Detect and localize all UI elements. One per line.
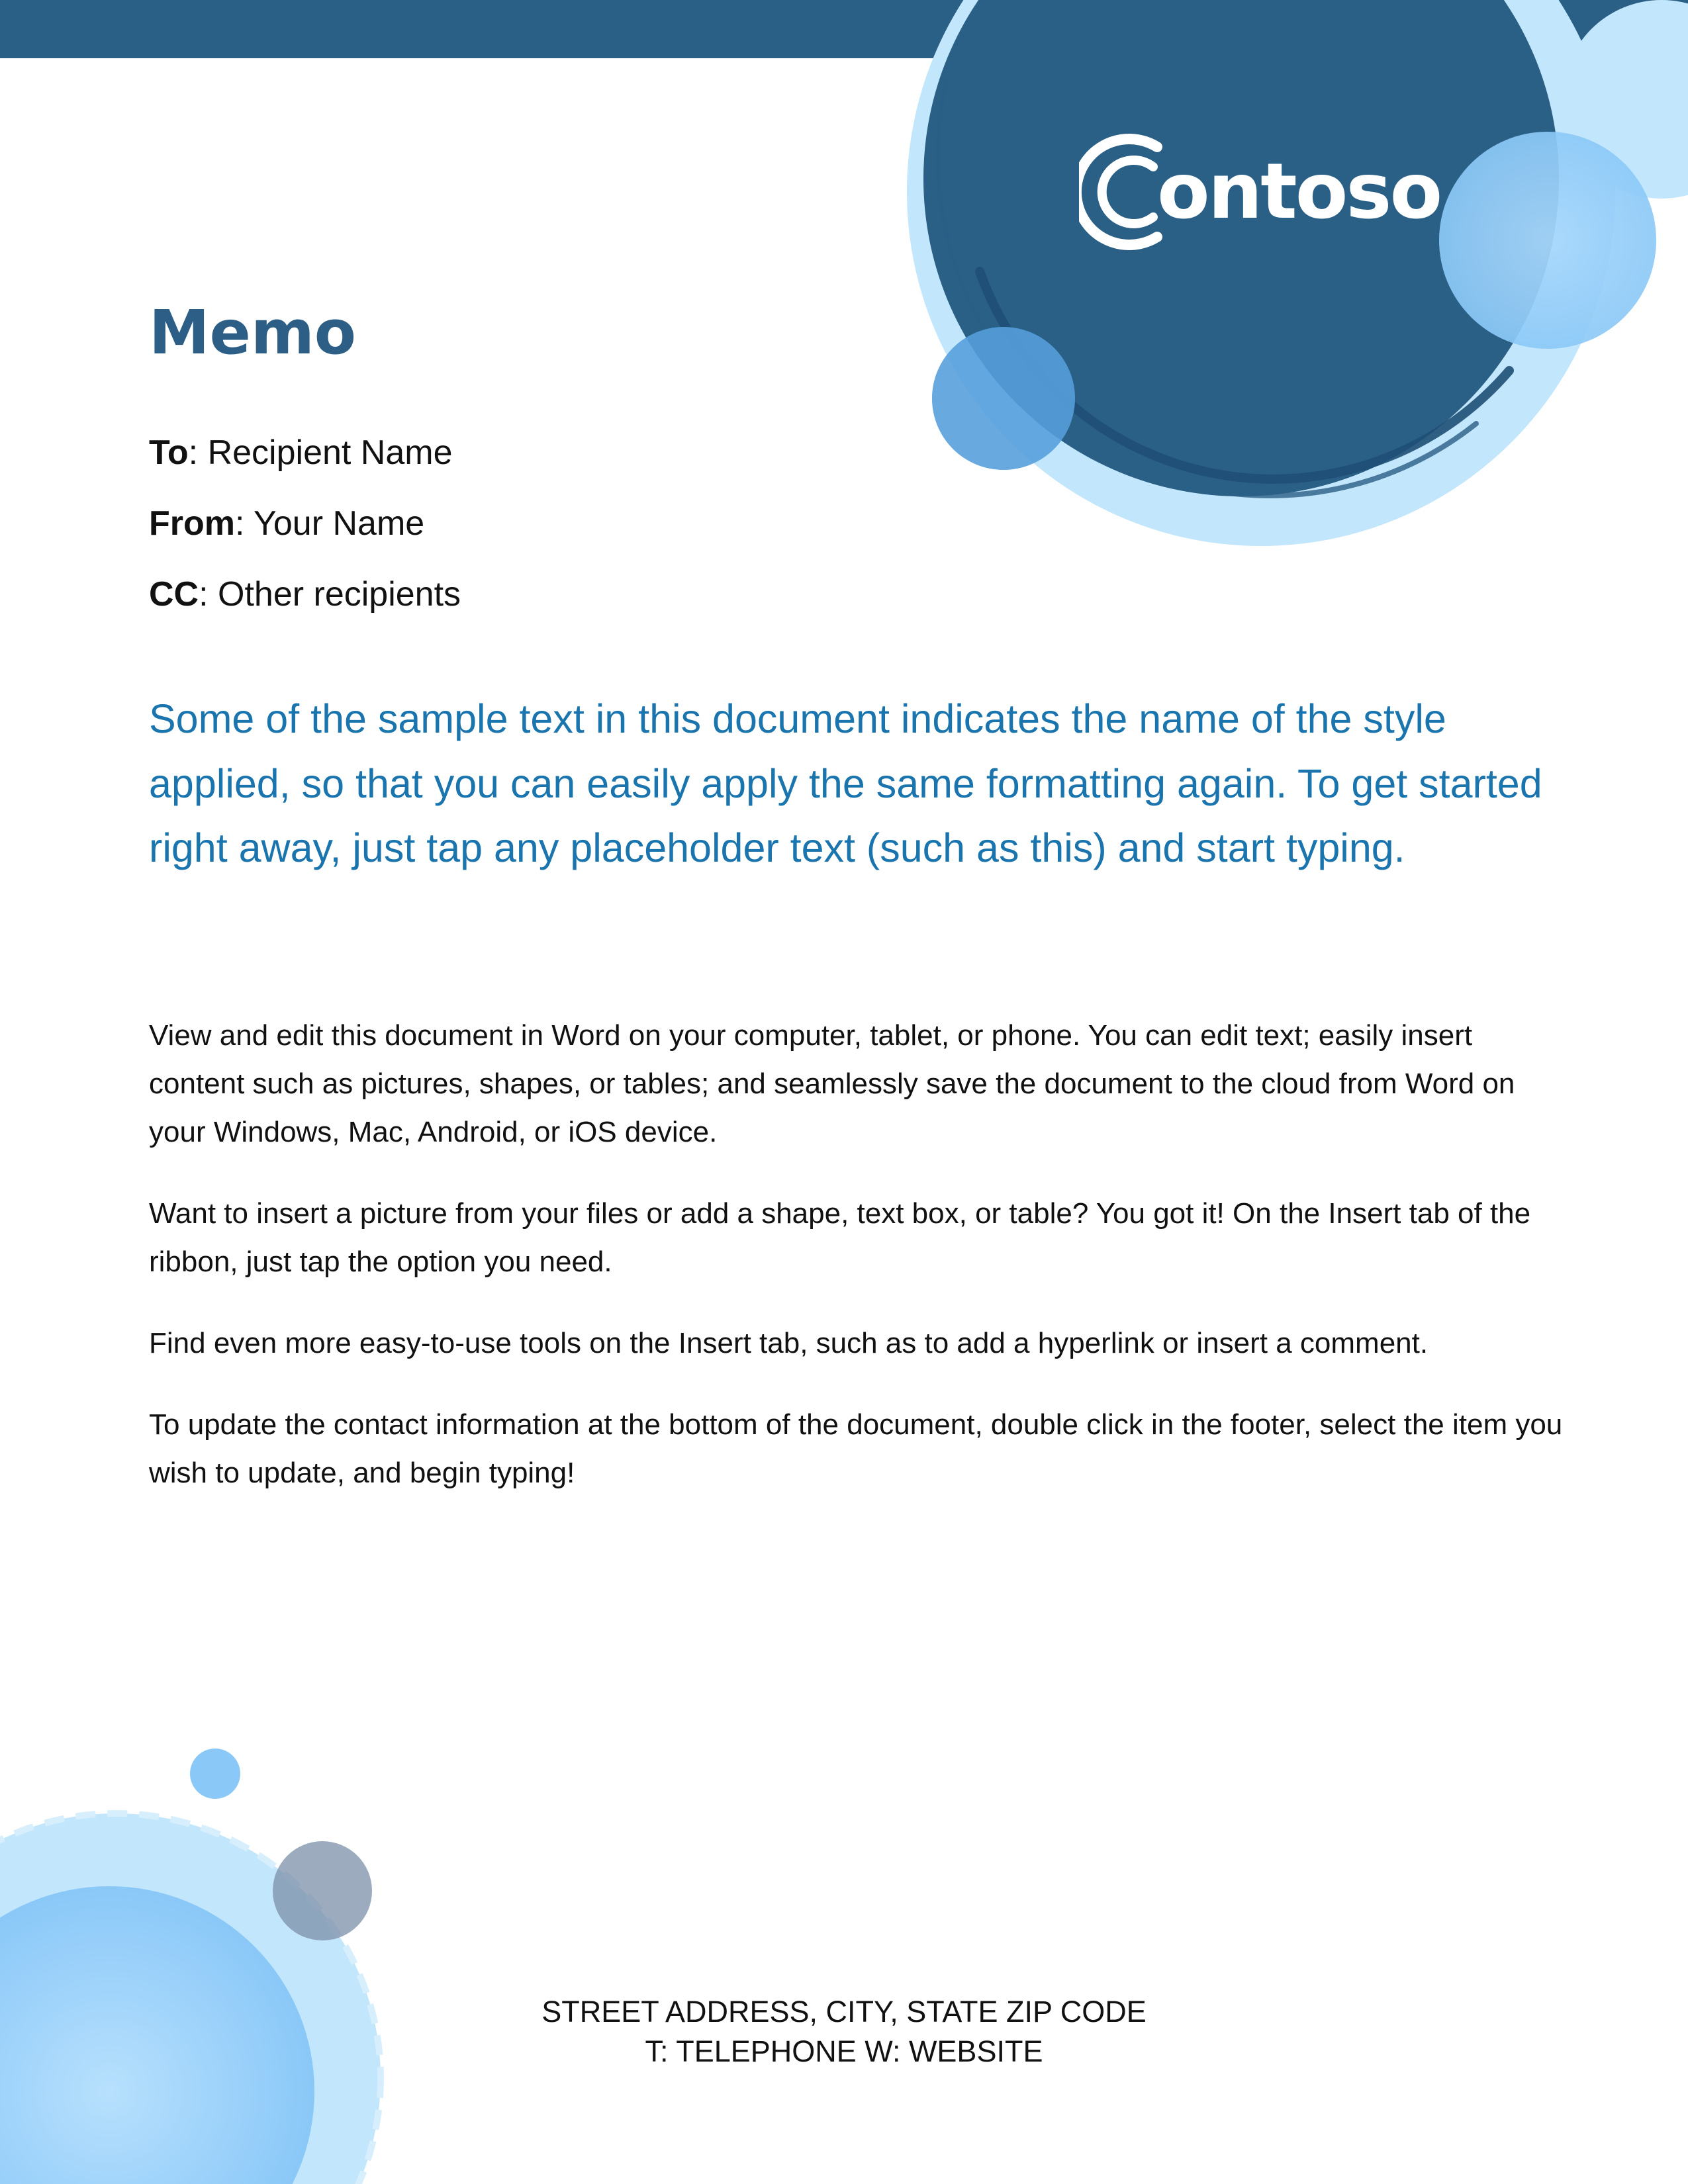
cc-label: CC [149,575,199,614]
page-title: Memo [149,297,357,368]
from-value: : Your Name [235,504,425,543]
contoso-logo [1079,126,1441,258]
footer-contact-info[interactable] [0,1992,1688,2071]
cc-field[interactable] [149,570,461,641]
cc-value: : Other recipients [199,575,461,614]
logo-wordmark: ontoso [1157,147,1441,236]
intro-placeholder-text[interactable]: Some of the sample text in this document indicates the name of the style applied, so that you can easily apply the same formatting again. To get started right away, just tap any placeholder text (such as this) and start typing. [149,696,1542,870]
from-field[interactable] [149,500,461,570]
footer-telephone-website: T: TELEPHONE W: WEBSITE [645,2034,1043,2068]
footer-circles-graphic [0,1721,410,2184]
memo-body [149,1011,1566,1530]
body-paragraph[interactable]: To update the contact information at the bottom of the document, double click in the footer, select the item you wish to update, and begin typing! [149,1408,1563,1489]
from-label: From [149,504,235,543]
logo-c-mark-icon [1079,132,1172,251]
footer-address: STREET ADDRESS, CITY, STATE ZIP CODE [541,1995,1147,2028]
to-field[interactable] [149,429,461,500]
to-label: To [149,433,189,472]
body-paragraph[interactable]: View and edit this document in Word on your computer, tablet, or phone. You can edit text; easily insert content such as pictures, shapes, or tables; and seamlessly save the document to the cloud from Word on your Windows, Mac, Android, or iOS device. [149,1019,1515,1148]
to-value: : Recipient Name [188,433,453,472]
body-paragraph[interactable]: Find even more easy-to-use tools on the Insert tab, such as to add a hyperlink or insert a comment. [149,1327,1429,1359]
body-paragraph[interactable]: Want to insert a picture from your files or add a shape, text box, or table? You got it! On the Insert tab of the ribbon, just tap the option you need. [149,1197,1531,1278]
memo-header-fields [149,429,461,641]
header-circles-graphic [781,0,1688,556]
